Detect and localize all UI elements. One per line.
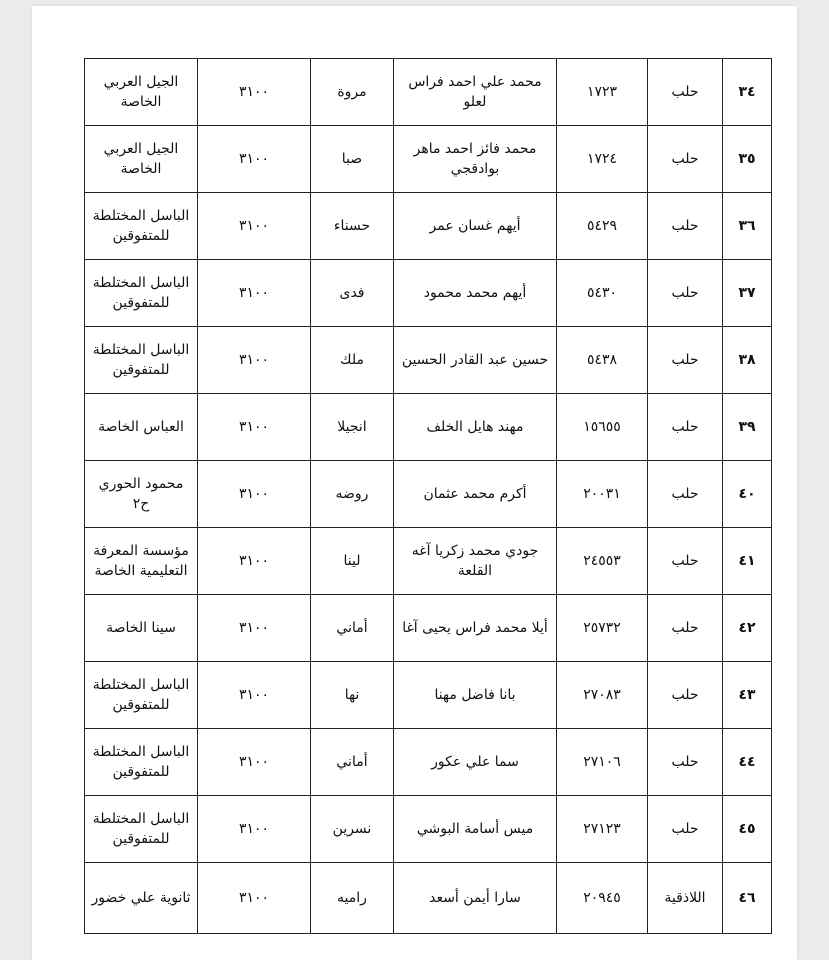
mother-name-cell: أماني [311, 595, 394, 662]
score-cell: ٣١٠٠ [198, 461, 311, 528]
score-cell: ٣١٠٠ [198, 796, 311, 863]
student-id-cell: ٢٠٩٤٥ [557, 863, 648, 934]
student-name-cell: ميس أسامة البوشي [394, 796, 557, 863]
row-number-cell: ٤٠ [723, 461, 772, 528]
mother-name-cell: روضه [311, 461, 394, 528]
row-number-cell: ٤٦ [723, 863, 772, 934]
row-number-cell: ٣٩ [723, 394, 772, 461]
mother-name-cell: راميه [311, 863, 394, 934]
governorate-cell: حلب [648, 595, 723, 662]
table-row [85, 796, 772, 863]
governorate-cell: حلب [648, 59, 723, 126]
mother-name-cell: فدى [311, 260, 394, 327]
governorate-cell: حلب [648, 528, 723, 595]
mother-name-cell: صبا [311, 126, 394, 193]
school-name-cell: ثانوية علي خضور [85, 863, 198, 934]
table-row [85, 662, 772, 729]
score-cell: ٣١٠٠ [198, 662, 311, 729]
student-name-cell: بانا فاضل مهنا [394, 662, 557, 729]
school-name-cell: الباسل المختلطة للمتفوقين [85, 260, 198, 327]
table-row [85, 863, 772, 934]
score-cell: ٣١٠٠ [198, 193, 311, 260]
school-name-cell: الباسل المختلطة للمتفوقين [85, 796, 198, 863]
governorate-cell: حلب [648, 796, 723, 863]
score-cell: ٣١٠٠ [198, 863, 311, 934]
table-row [85, 595, 772, 662]
row-number-cell: ٣٤ [723, 59, 772, 126]
student-id-cell: ٢٥٧٣٢ [557, 595, 648, 662]
mother-name-cell: حسناء [311, 193, 394, 260]
governorate-cell: حلب [648, 193, 723, 260]
score-cell: ٣١٠٠ [198, 394, 311, 461]
mother-name-cell: مروة [311, 59, 394, 126]
governorate-cell: حلب [648, 126, 723, 193]
student-id-cell: ٥٤٣٨ [557, 327, 648, 394]
document-page [32, 6, 797, 960]
results-table-body [85, 59, 772, 934]
student-id-cell: ٢٧١٠٦ [557, 729, 648, 796]
student-name-cell: مهند هايل الخلف [394, 394, 557, 461]
row-number-cell: ٤٣ [723, 662, 772, 729]
table-row [85, 528, 772, 595]
student-name-cell: أيهم محمد محمود [394, 260, 557, 327]
governorate-cell: حلب [648, 662, 723, 729]
school-name-cell: الباسل المختلطة للمتفوقين [85, 327, 198, 394]
school-name-cell: سينا الخاصة [85, 595, 198, 662]
table-row [85, 59, 772, 126]
table-row [85, 461, 772, 528]
mother-name-cell: أماني [311, 729, 394, 796]
score-cell: ٣١٠٠ [198, 59, 311, 126]
student-id-cell: ١٧٢٣ [557, 59, 648, 126]
student-id-cell: ١٧٢٤ [557, 126, 648, 193]
student-id-cell: ٥٤٢٩ [557, 193, 648, 260]
row-number-cell: ٣٨ [723, 327, 772, 394]
student-name-cell: جودي محمد زكريا آغه القلعة [394, 528, 557, 595]
student-name-cell: أيلا محمد فراس يحيى آغا [394, 595, 557, 662]
student-id-cell: ١٥٦٥٥ [557, 394, 648, 461]
table-row [85, 126, 772, 193]
row-number-cell: ٤٥ [723, 796, 772, 863]
score-cell: ٣١٠٠ [198, 729, 311, 796]
school-name-cell: مؤسسة المعرفة التعليمية الخاصة [85, 528, 198, 595]
school-name-cell: الباسل المختلطة للمتفوقين [85, 662, 198, 729]
table-row [85, 260, 772, 327]
school-name-cell: العباس الخاصة [85, 394, 198, 461]
student-id-cell: ٢٧١٢٣ [557, 796, 648, 863]
student-name-cell: أيهم غسان عمر [394, 193, 557, 260]
student-name-cell: محمد علي احمد فراس لعلو [394, 59, 557, 126]
school-name-cell: الباسل المختلطة للمتفوقين [85, 729, 198, 796]
school-name-cell: محمود الحوري ح٢ [85, 461, 198, 528]
score-cell: ٣١٠٠ [198, 260, 311, 327]
table-row [85, 193, 772, 260]
mother-name-cell: لينا [311, 528, 394, 595]
governorate-cell: حلب [648, 461, 723, 528]
score-cell: ٣١٠٠ [198, 327, 311, 394]
table-row [85, 729, 772, 796]
score-cell: ٣١٠٠ [198, 595, 311, 662]
school-name-cell: الجيل العربي الخاصة [85, 59, 198, 126]
student-name-cell: أكرم محمد عثمان [394, 461, 557, 528]
row-number-cell: ٤٤ [723, 729, 772, 796]
table-row [85, 394, 772, 461]
row-number-cell: ٣٧ [723, 260, 772, 327]
mother-name-cell: ملك [311, 327, 394, 394]
results-table [84, 58, 772, 934]
student-name-cell: حسين عبد القادر الحسين [394, 327, 557, 394]
student-name-cell: محمد فائز احمد ماهر بوادقجي [394, 126, 557, 193]
student-id-cell: ٢٤٥٥٣ [557, 528, 648, 595]
student-name-cell: سما علي عكور [394, 729, 557, 796]
row-number-cell: ٤١ [723, 528, 772, 595]
row-number-cell: ٣٦ [723, 193, 772, 260]
governorate-cell: حلب [648, 394, 723, 461]
governorate-cell: حلب [648, 327, 723, 394]
student-name-cell: سارا أيمن أسعد [394, 863, 557, 934]
governorate-cell: حلب [648, 260, 723, 327]
student-id-cell: ٥٤٣٠ [557, 260, 648, 327]
governorate-cell: حلب [648, 729, 723, 796]
mother-name-cell: نسرين [311, 796, 394, 863]
row-number-cell: ٤٢ [723, 595, 772, 662]
mother-name-cell: انجيلا [311, 394, 394, 461]
table-row [85, 327, 772, 394]
row-number-cell: ٣٥ [723, 126, 772, 193]
student-id-cell: ٢٧٠٨٣ [557, 662, 648, 729]
student-id-cell: ٢٠٠٣١ [557, 461, 648, 528]
score-cell: ٣١٠٠ [198, 528, 311, 595]
governorate-cell: اللاذقية [648, 863, 723, 934]
mother-name-cell: نها [311, 662, 394, 729]
school-name-cell: الباسل المختلطة للمتفوقين [85, 193, 198, 260]
school-name-cell: الجيل العربي الخاصة [85, 126, 198, 193]
score-cell: ٣١٠٠ [198, 126, 311, 193]
